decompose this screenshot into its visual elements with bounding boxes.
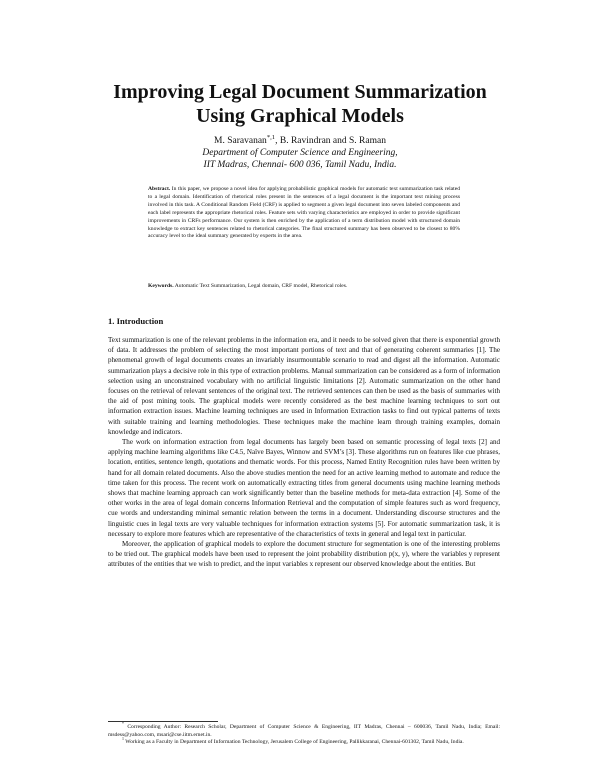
footnote-2 xyxy=(108,739,500,747)
footnote-1-mark: * xyxy=(122,722,124,727)
keywords xyxy=(148,283,460,291)
footnote-divider xyxy=(108,721,218,722)
introduction-body xyxy=(108,335,500,570)
footnote-2-mark: 1 xyxy=(122,737,124,742)
abstract xyxy=(148,186,460,241)
footnote-2-text: Working as a Faculty in Department of Information Technology, Jerusalem College of Engineering, Pallikkaranai, Chennai-601302, Tamil Nadu, India. xyxy=(123,739,464,746)
affiliation-line-2: IIT Madras, Chennai- 600 036, Tamil Nadu, India. xyxy=(203,160,397,170)
footnote-1-text: Corresponding Author: Research Scholar, Department of Computer Science & Engineering, IIT Madras, Chennai – 600036, Tamil Nadu, India; Email: msdess@yahoo.com, msari@cse.iitm.ernet.in. xyxy=(108,724,500,738)
title-line-2: Using Graphical Models xyxy=(196,105,404,127)
keywords-label: Keywords. xyxy=(148,283,174,289)
footnote-1 xyxy=(108,722,500,742)
affiliation-line-1: Department of Computer Science and Engineering, xyxy=(202,148,398,158)
paragraph-1: Text summarization is one of the relevant problems in the information era, and it needs to be solved given that there is exponential growth of data. It addresses the problem of selecting the most important portions of text and that of generating coherent summaries [1]. The phenomenal growth of legal documents creates an invariably insurmountable scenario to read and digest all the information. Automatic summarization plays a decisive role in this type of extraction problems. Manual summarization can be considered as a form of information selection using an unconstrained vocabulary with no artificial linguistic limitations [2]. Automatic summarization on the other hand focuses on the retrieval of relevant sentences of the original text. The retrieved sentences can then be used as the basis of summaries with the aid of post mining tools. The graphical models were recently considered as the best machine learning techniques to sort out information extraction issues. Machine learning techniques are used in Information Extraction tasks to find out typical patterns of texts with suitable training and learning methodologies. These techniques make the machine learn through training examples, domain knowledge and indicators. xyxy=(108,336,500,436)
author-block xyxy=(60,135,540,171)
keywords-text: Automatic Text Summarization, Legal domain, CRF model, Rhetorical roles. xyxy=(173,283,348,289)
paragraph-2: The work on information extraction from legal documents has largely been based on semantic processing of legal texts [2] and applying machine learning algorithms like C4.5, Naïve Bayes, Winnow and SVM’s [3]. These algorithms run on features like cue phrases, location, entities, sentence length, quotations and thematic words. For this process, Named Entity Recognition rules have been written by hand for all domain related documents. Also the above studies mention the need for an active learning method to automate and reduce the time taken for this process. The recent work on automatically extracting titles from general documents using machine learning methods shows that machine learning approach can work significantly better than the baseline methods for meta-data extraction [4]. Some of the other works in the area of legal domain concerns Information Retrieval and the computation of simple features such as word frequency, cue words and understanding minimal semantic relation between the terms in a document. Understanding discourse structures and the linguistic cues in legal texts are very valuable techniques for information extraction systems [5]. For automatic summarization task, it is necessary to explore more features which are representative of the characteristics of texts in general and legal text in particular. xyxy=(108,438,500,538)
other-authors: , B. Ravindran and S. Raman xyxy=(275,136,386,146)
title-line-1: Improving Legal Document Summarization xyxy=(113,81,487,103)
first-author: M. Saravanan xyxy=(214,136,267,146)
footnotes xyxy=(108,724,500,747)
section-heading-introduction: 1. Introduction xyxy=(108,316,164,326)
author-list xyxy=(214,133,386,146)
author-footnote-marks: *,1 xyxy=(266,133,276,141)
paper-title xyxy=(60,80,540,128)
paragraph-3: Moreover, the application of graphical models to explore the document structure for segmentation is one of the interesting problems to be tried out. The graphical models have been used to represent the joint probability distribution p(x, y), where the variables y represent attributes of the entities that we wish to predict, and the input variables x represent our observed knowledge about the entities. But xyxy=(108,540,500,569)
abstract-label: Abstract. xyxy=(148,186,171,192)
abstract-text: In this paper, we propose a novel idea for applying probabilistic graphical models for automatic text summarization task related to a legal domain. Identification of rhetorical roles present in the sentences of a legal document is the important text mining process involved in this task. A Conditional Random Field (CRF) is applied to segment a given legal document into seven labeled components and each label represents the appropriate rhetorical roles. Feature sets with varying characteristics are employed in order to provide significant improvements in CRFs performance. Our system is then enriched by the application of a term distribution model with structured domain knowledge to extract key sentences related to rhetorical categories. The final structured summary has been observed to be closest to 80% accuracy level to the ideal summary generated by experts in the area. xyxy=(148,186,460,240)
